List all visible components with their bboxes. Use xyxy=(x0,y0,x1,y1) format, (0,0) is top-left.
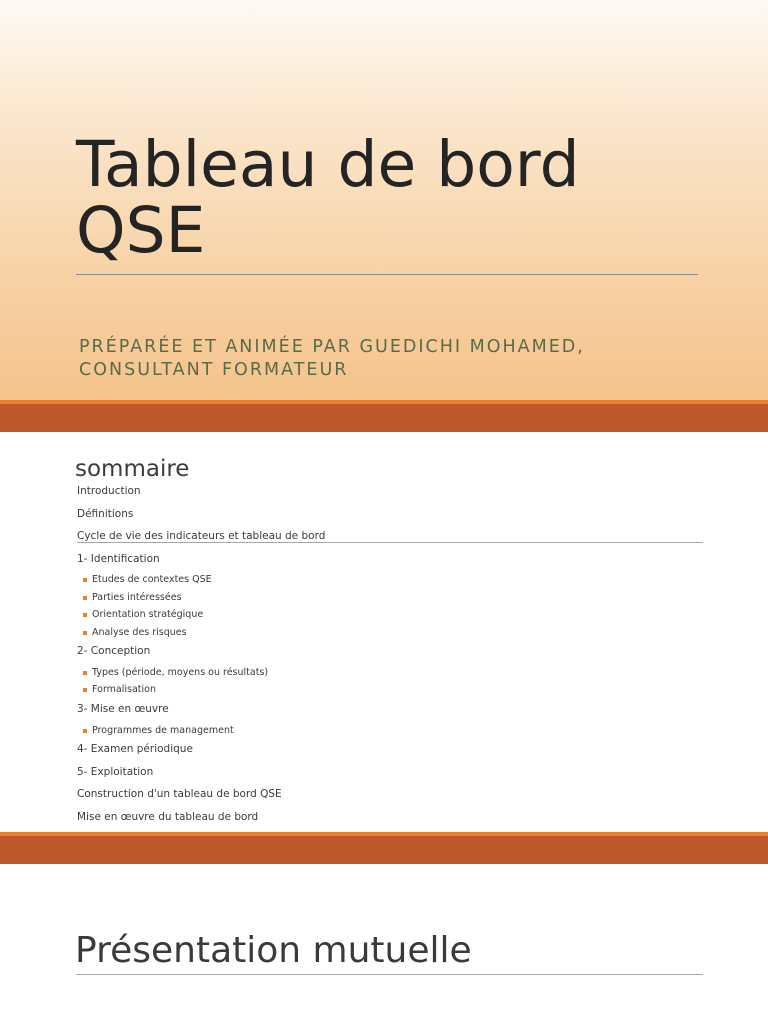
presentation-slide xyxy=(0,864,768,1024)
summary-subitem xyxy=(77,725,717,743)
summary-item-label: Analyse des risques xyxy=(92,626,187,638)
summary-item-label: Programmes de management xyxy=(92,724,234,736)
subtitle-line-2: CONSULTANT FORMATEUR xyxy=(79,360,349,380)
presentation-title: Présentation mutuelle xyxy=(75,930,472,971)
summary-item-label: 4- Examen périodique xyxy=(77,743,193,756)
bullet-icon xyxy=(83,729,87,733)
summary-item xyxy=(77,644,717,667)
summary-item-label: Cycle de vie des indicateurs et tableau de bord xyxy=(77,530,326,542)
summary-item xyxy=(77,702,717,725)
summary-item-label: Etudes de contextes QSE xyxy=(92,574,212,585)
summary-item-label: 1- Identification xyxy=(77,552,160,565)
bullet-icon xyxy=(83,578,87,582)
summary-title: sommaire xyxy=(75,456,190,482)
summary-item-label: Formalisation xyxy=(92,684,156,696)
summary-item xyxy=(77,507,717,530)
summary-item-label: Construction d'un tableau de bord QSE xyxy=(77,788,282,801)
summary-item-label: 5- Exploitation xyxy=(77,765,154,778)
summary-item xyxy=(77,742,717,765)
bullet-icon xyxy=(83,596,87,600)
summary-list xyxy=(77,484,717,832)
summary-subitem xyxy=(77,574,717,592)
summary-item-label: Parties intéressées xyxy=(92,591,182,603)
subtitle-line-1: PRÉPARÉE ET ANIMÉE PAR GUEDICHI MOHAMED, xyxy=(79,337,585,357)
title-divider xyxy=(76,274,698,275)
summary-item xyxy=(77,787,717,810)
summary-subitem xyxy=(77,609,717,627)
summary-item-label: Mise en œuvre du tableau de bord xyxy=(77,810,259,823)
slide-separator xyxy=(0,400,768,432)
bullet-icon xyxy=(83,671,87,675)
bullet-icon xyxy=(83,631,87,635)
summary-item xyxy=(77,810,717,833)
summary-item-label: Introduction xyxy=(77,485,141,497)
summary-item-label: Types (période, moyens ou résultats) xyxy=(92,666,269,678)
bullet-icon xyxy=(83,613,87,617)
summary-slide xyxy=(0,432,768,832)
summary-item-label: Définitions xyxy=(77,507,134,520)
slide-title xyxy=(76,128,736,267)
summary-item xyxy=(77,552,717,575)
presentation-divider xyxy=(76,974,703,975)
slide-subtitle xyxy=(79,336,719,382)
summary-item-label: Orientation stratégique xyxy=(92,609,204,621)
summary-item-label: 3- Mise en œuvre xyxy=(77,703,169,716)
slide-separator xyxy=(0,832,768,864)
summary-item xyxy=(77,529,717,552)
summary-subitem xyxy=(77,627,717,645)
title-line-1: Tableau de bord xyxy=(76,128,580,201)
summary-item-label: 2- Conception xyxy=(77,645,151,658)
summary-subitem xyxy=(77,592,717,610)
summary-subitem xyxy=(77,667,717,685)
title-slide xyxy=(0,0,768,400)
title-line-2: QSE xyxy=(76,194,206,267)
summary-item xyxy=(77,765,717,788)
bullet-icon xyxy=(83,688,87,692)
summary-item xyxy=(77,484,717,507)
summary-subitem xyxy=(77,684,717,702)
